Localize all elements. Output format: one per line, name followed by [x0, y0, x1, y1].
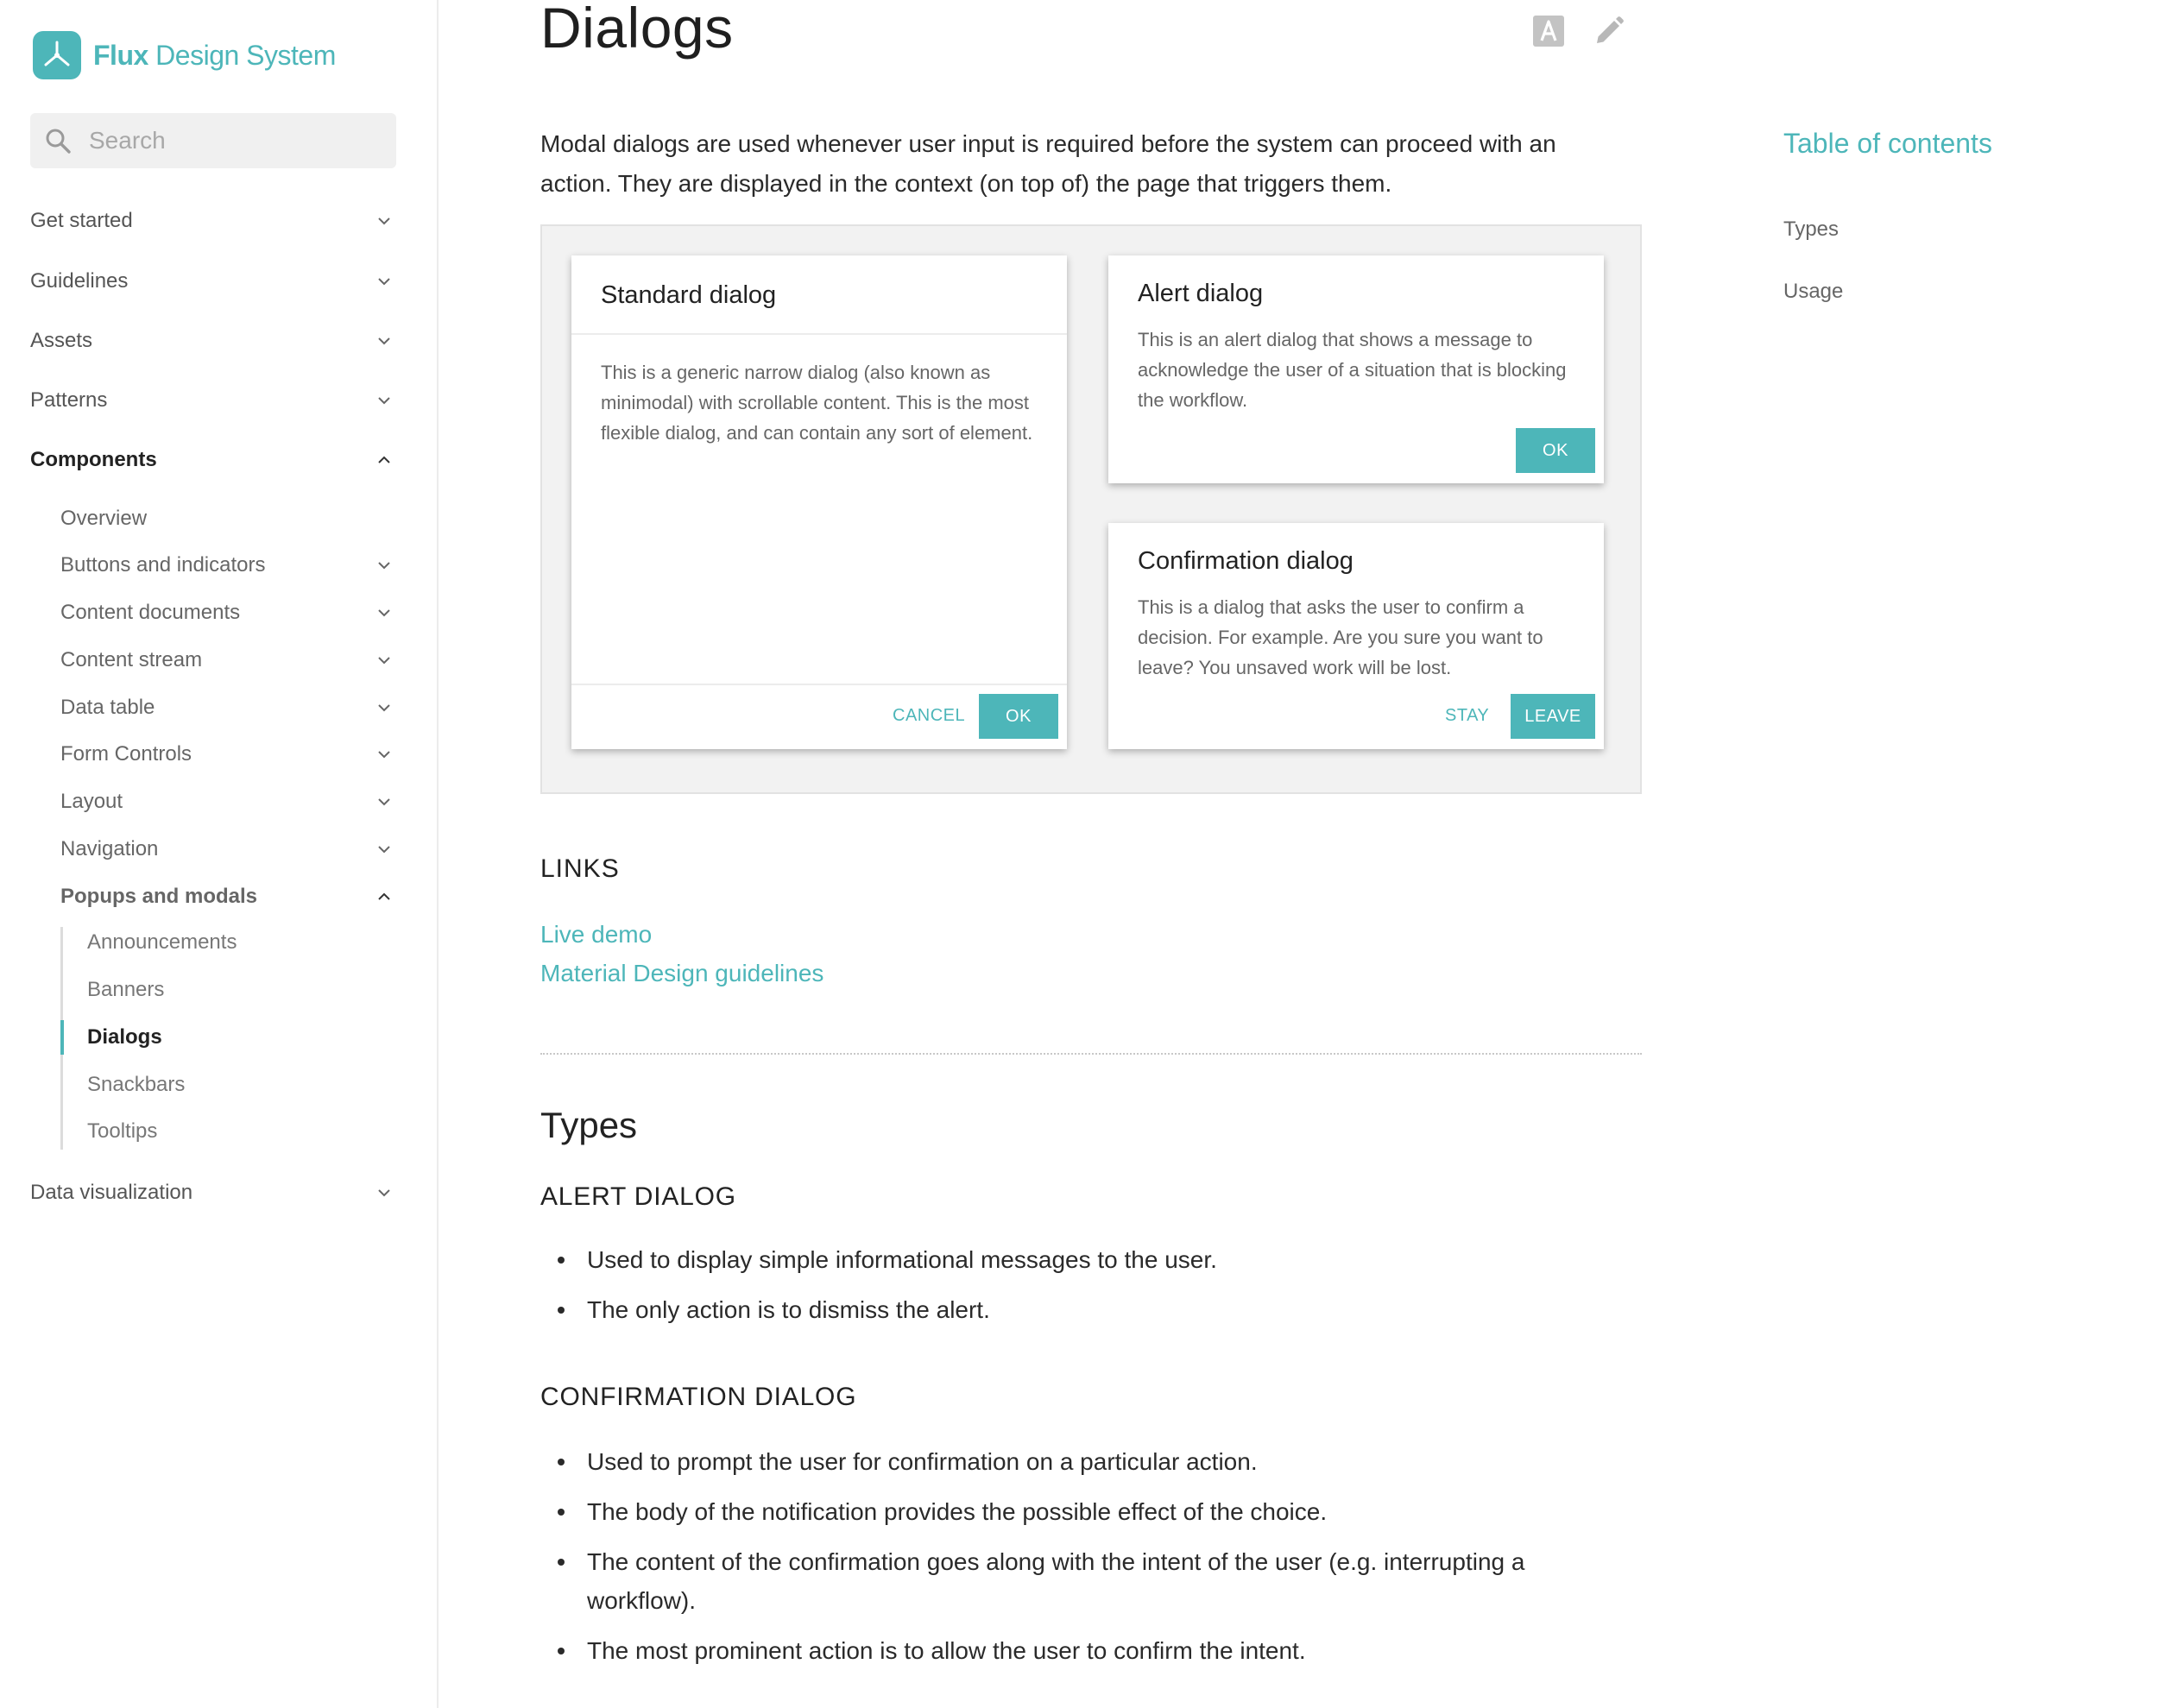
chevron-up-icon — [375, 888, 393, 905]
stay-button[interactable]: STAY — [1445, 706, 1490, 725]
sidebar-subitem-navigation[interactable]: Navigation — [60, 837, 393, 861]
toc-title: Table of contents — [1783, 128, 1992, 159]
active-indicator — [60, 1020, 64, 1055]
list-item: The only action is to dismiss the alert. — [540, 1290, 1611, 1329]
types-heading: Types — [540, 1105, 638, 1145]
standard-dialog-body: This is a generic narrow dialog (also known as minimodal) with scrollable content. This is the most flexible dialog, and can contain any sort of element. — [601, 362, 1033, 444]
chevron-down-icon — [375, 699, 393, 716]
ok-button[interactable]: OK — [979, 694, 1058, 739]
sidebar-item-components[interactable]: Components — [30, 448, 393, 472]
sidebar-subsubitem-banners[interactable]: Banners — [87, 978, 165, 1001]
chevron-down-icon — [375, 793, 393, 810]
toc-item-types[interactable]: Types — [1783, 217, 1839, 241]
sidebar-item-guidelines[interactable]: Guidelines — [30, 269, 393, 293]
material-guidelines-link[interactable]: Material Design guidelines — [540, 960, 824, 986]
section-divider — [540, 1053, 1642, 1055]
links-heading: LINKS — [540, 854, 620, 883]
pencil-icon[interactable] — [1590, 12, 1628, 50]
confirmation-dialog-title: Confirmation dialog — [1138, 547, 1353, 575]
brand-name: Flux Design System — [93, 39, 336, 71]
sidebar-subsubitem-dialogs[interactable]: Dialogs — [87, 1025, 162, 1049]
chevron-down-icon — [375, 273, 393, 290]
confirmation-dialog — [1108, 523, 1604, 749]
toc-item-usage[interactable]: Usage — [1783, 280, 1844, 303]
sidebar-subitem-data-table[interactable]: Data table — [60, 696, 393, 720]
cancel-button[interactable]: CANCEL — [893, 706, 966, 725]
chevron-down-icon — [375, 841, 393, 858]
dialog-divider — [571, 333, 1067, 335]
sidebar-item-patterns[interactable]: Patterns — [30, 388, 393, 413]
sidebar — [0, 0, 439, 1708]
chevron-down-icon — [375, 746, 393, 763]
list-item: The most prominent action is to allow the user to confirm the intent. — [540, 1631, 1611, 1670]
search-box[interactable] — [30, 113, 396, 168]
chevron-down-icon — [375, 604, 393, 621]
standard-dialog — [571, 255, 1067, 749]
sidebar-subitem-content-documents[interactable]: Content documents — [60, 601, 393, 625]
page-title: Dialogs — [540, 0, 734, 60]
brand[interactable] — [33, 31, 336, 79]
sidebar-subsubitem-snackbars[interactable]: Snackbars — [87, 1073, 186, 1096]
sidebar-subsubitem-tooltips[interactable]: Tooltips — [87, 1119, 158, 1143]
sidebar-subitem-content-stream[interactable]: Content stream — [60, 648, 393, 672]
confirmation-dialog-heading: CONFIRMATION DIALOG — [540, 1383, 857, 1411]
live-demo-link[interactable]: Live demo — [540, 921, 653, 948]
dialog-divider — [571, 684, 1067, 685]
sidebar-item-assets[interactable]: Assets — [30, 329, 393, 353]
list-item: The content of the confirmation goes along with the intent of the user (e.g. interrupting a workflow). — [540, 1542, 1580, 1620]
sidebar-subitem-popups-and-modals[interactable]: Popups and modals — [60, 885, 393, 909]
sidebar-subitem-layout[interactable]: Layout — [60, 790, 393, 814]
list-item: Used to display simple informational messages to the user. — [540, 1240, 1611, 1279]
chevron-down-icon — [375, 392, 393, 409]
ok-button[interactable]: OK — [1516, 428, 1595, 473]
font-a-icon[interactable] — [1530, 12, 1568, 50]
sidebar-subitem-overview[interactable]: Overview — [60, 507, 148, 530]
sidebar-subitem-buttons[interactable]: Buttons and indicators — [60, 553, 393, 577]
list-item: The body of the notification provides the possible effect of the choice. — [540, 1492, 1611, 1531]
chevron-down-icon — [375, 212, 393, 230]
dialog-demo-area — [540, 224, 1642, 794]
alert-dialog-list — [540, 1240, 1611, 1340]
chevron-down-icon — [375, 1184, 393, 1201]
chevron-down-icon — [375, 652, 393, 669]
chevron-down-icon — [375, 332, 393, 350]
confirmation-dialog-body: This is a dialog that asks the user to confirm a decision. For example. Are you sure you want to leave? You unsaved work will be lost. — [1138, 596, 1543, 678]
list-item: Used to prompt the user for confirmation on a particular action. — [540, 1442, 1611, 1481]
chevron-down-icon — [375, 557, 393, 574]
sidebar-subsubitem-announcements[interactable]: Announcements — [87, 930, 237, 954]
confirmation-dialog-list — [540, 1442, 1611, 1681]
intro-paragraph: Modal dialogs are used whenever user input is required before the system can proceed with an action. They are displayed in the context (on top of) the page that triggers them. — [540, 130, 1556, 197]
search-input[interactable] — [87, 126, 384, 155]
alert-dialog-body: This is an alert dialog that shows a message to acknowledge the user of a situation that is blocking the workflow. — [1138, 329, 1567, 411]
sidebar-item-data-visualization[interactable]: Data visualization — [30, 1181, 393, 1205]
sidebar-item-get-started[interactable]: Get started — [30, 209, 393, 233]
alert-dialog-heading: ALERT DIALOG — [540, 1182, 736, 1211]
flux-logo-icon — [33, 31, 81, 79]
search-icon — [44, 127, 72, 154]
sidebar-subitem-form-controls[interactable]: Form Controls — [60, 742, 393, 766]
alert-dialog — [1108, 255, 1604, 483]
leave-button[interactable]: LEAVE — [1511, 694, 1595, 739]
alert-dialog-title: Alert dialog — [1138, 280, 1264, 307]
standard-dialog-title: Standard dialog — [601, 281, 777, 309]
chevron-up-icon — [375, 451, 393, 469]
